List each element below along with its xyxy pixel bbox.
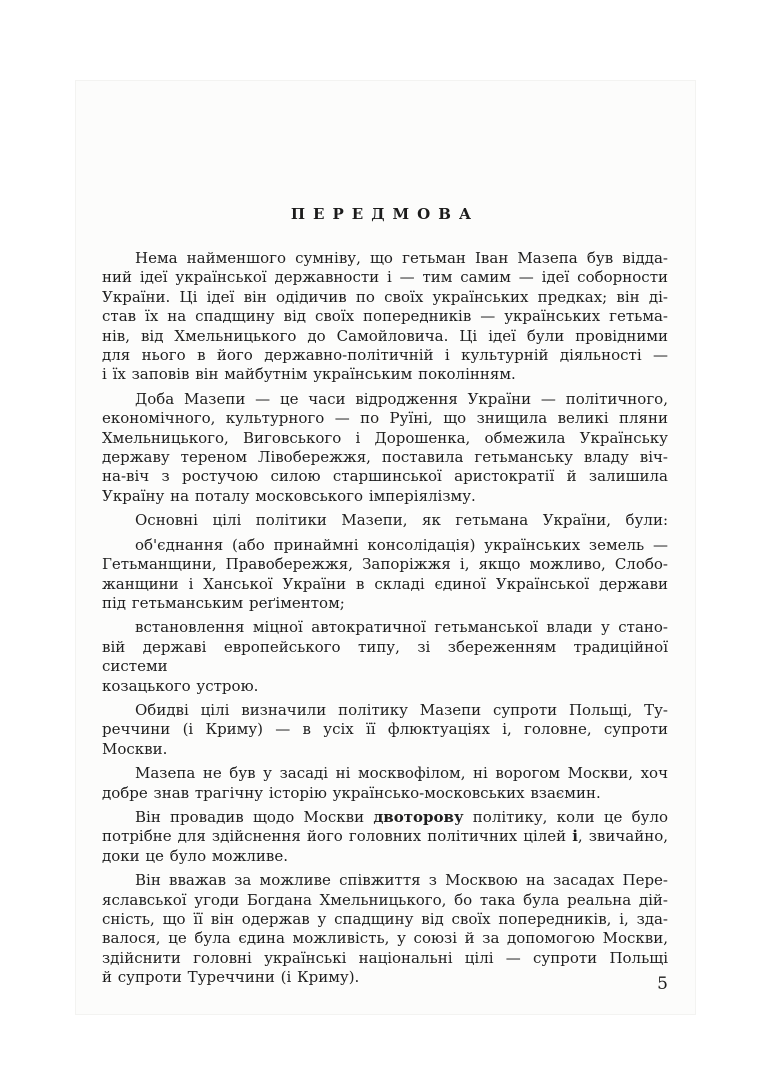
text-line: Основні цілі політики Мазепи, як гетьмана України, були: (135, 511, 668, 530)
text-line: сність, що її він одержав у спадщину від своїх попередників, і, зда- (102, 910, 668, 928)
text-line: встановлення міцної автократичної гетьманської влади у стано- (135, 618, 668, 637)
text-line: доки це було можливе. (102, 846, 288, 865)
text-line: козацького устрою. (102, 676, 259, 695)
text-line: Мазепа не був у засаді ні москвофілом, ні ворогом Москви, хоч (135, 764, 668, 783)
text-line: Гетьманщини, Правобережжя, Запоріжжя і, якщо можливо, Слобо- (102, 555, 668, 574)
text-line: потрібне для здійснення його головних політичних цілей і, звичайно, (102, 827, 668, 846)
text-line: Нема найменшого сумніву, що гетьман Іван Мазепа був відда- (135, 249, 668, 267)
paragraph (102, 390, 668, 506)
text-line: реччини (і Криму) — в усіх її флюктуаціях і, головне, супроти (102, 720, 668, 739)
paragraph (102, 249, 668, 385)
text-line: добре знав трагічну історію українсько-московських взаємин. (102, 783, 601, 802)
paragraph (102, 764, 668, 803)
text-line: Він вважав за можливе співжиття з Москвою на засадах Пере- (135, 871, 668, 890)
text-line: Він провадив щодо Москви двоторову політику, коли це було (135, 807, 668, 826)
text-line: валося, це була єдина можливість, у союзі й за допомогою Москви, (102, 929, 668, 948)
paragraph (102, 871, 668, 987)
text-line: на-віч з ростучою силою старшинської аристократії й залишила (102, 467, 668, 486)
paragraph (102, 536, 668, 614)
text-line: яславської угоди Богдана Хмельницького, бо така була реальна дій- (102, 890, 668, 909)
text-line: Доба Мазепи — це часи відродження України — політичного, (135, 389, 668, 408)
paragraph (102, 511, 668, 530)
text-line: Хмельницького, Виговського і Дорошенка, обмежила Українську (102, 428, 668, 447)
text-line: під гетьманським реґіментом; (102, 593, 345, 612)
text-line: жанщини і Ханської України в складі єдиної Української держави (102, 574, 668, 593)
paragraph (102, 618, 668, 696)
text-line: для нього в його державно-політичній і культурній діяльності — (102, 346, 668, 365)
text-line: Москви. (102, 739, 168, 758)
paragraph (102, 701, 668, 759)
page-number: 5 (657, 974, 668, 994)
text-line: Обидві цілі визначили політику Мазепи супроти Польщі, Ту- (135, 700, 668, 719)
text-line: вій державі европейського типу, зі збереженням традиційної системи (102, 637, 668, 676)
text-line: здійснити головні українські національні цілі — супроти Польщі (102, 948, 668, 967)
preface-body (102, 249, 668, 988)
text-line: став їх на спадщину від своїх попередників — українських гетьма- (102, 307, 668, 326)
text-line: ний ідеї української державности і — тим самим — ідеї соборности (102, 268, 668, 287)
text-line: нів, від Хмельницького до Самойловича. Ці ідеї були провідними (102, 326, 668, 345)
text-line: і їх заповів він майбутнім українським поколінням. (102, 365, 516, 384)
text-line: Україну на поталу московського імперіялізму. (102, 486, 476, 505)
text-line: й супроти Туреччини (і Криму). (102, 968, 360, 987)
preface-title: ПЕРЕДМОВА (290, 205, 480, 223)
text-line: об'єднання (або принаймні консолідація) українських земель — (135, 535, 668, 554)
text-line: економічного, культурного — по Руїні, що знищила великі пляни (102, 409, 668, 428)
text-line: державу тереном Лівобережжя, поставила гетьманську владу віч- (102, 448, 668, 467)
text-line: України. Ці ідеї він одідичив по своїх українських предках; він ді- (102, 287, 668, 306)
paragraph (102, 808, 668, 866)
